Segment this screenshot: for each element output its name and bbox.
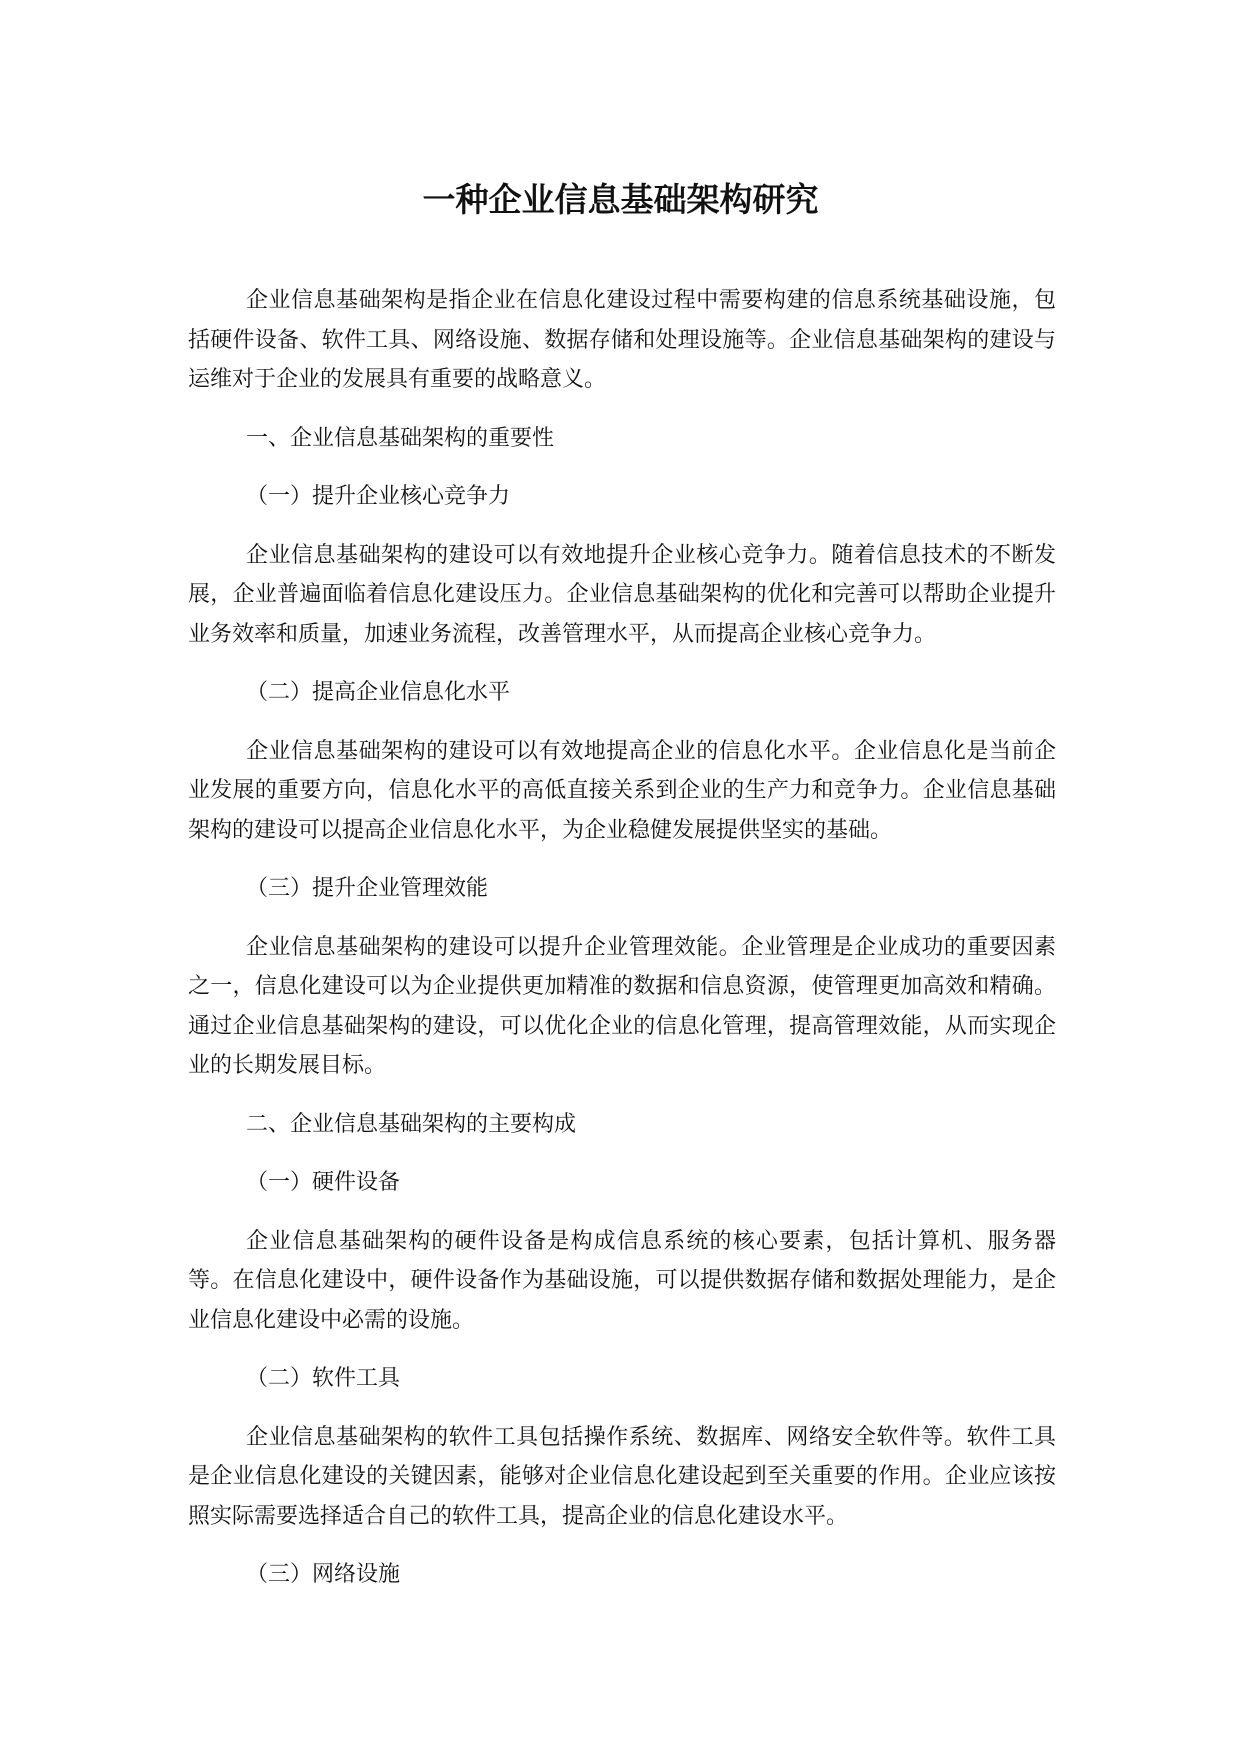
- paragraph-1-1: 企业信息基础架构的建设可以有效地提升企业核心竞争力。随着信息技术的不断发展，企业普遍面临着信息化建设压力。企业信息基础架构的优化和完善可以帮助企业提升业务效率和质量，加速业务流程，改善管理水平，从而提高企业核心竞争力。: [188, 542, 1056, 647]
- paragraph-1-3: 企业信息基础架构的建设可以提升企业管理效能。企业管理是企业成功的重要因素之一，信息化建设可以为企业提供更加精准的数据和信息资源，使管理更加高效和精确。通过企业信息基础架构的建设，可以优化企业的信息化管理，提高管理效能，从而实现企业的长期发展目标。: [188, 934, 1056, 1078]
- paragraph-2-2: 企业信息基础架构的软件工具包括操作系统、数据库、网络安全软件等。软件工具是企业信息化建设的关键因素，能够对企业信息化建设起到至关重要的作用。企业应该按照实际需要选择适合自己的软件工具，提高企业的信息化建设水平。: [188, 1424, 1056, 1529]
- section-heading-1: 一、企业信息基础架构的重要性: [246, 425, 555, 451]
- intro-paragraph: 企业信息基础架构是指企业在信息化建设过程中需要构建的信息系统基础设施，包括硬件设备、软件工具、网络设施、数据存储和处理设施等。企业信息基础架构的建设与运维对于企业的发展具有重要的战略意义。: [188, 288, 1056, 392]
- document-body: [188, 281, 1056, 1614]
- section-heading-2: 二、企业信息基础架构的主要构成: [246, 1111, 577, 1137]
- subsection-heading-1-3: （三）提升企业管理效能: [246, 876, 489, 901]
- paragraph-2-1: 企业信息基础架构的硬件设备是构成信息系统的核心要素，包括计算机、服务器等。在信息化建设中，硬件设备作为基础设施，可以提供数据存储和数据处理能力，是企业信息化建设中必需的设施。: [188, 1228, 1056, 1333]
- document-title: 一种企业信息基础架构研究: [422, 180, 819, 219]
- subsection-heading-1-1: （一）提升企业核心竞争力: [246, 484, 511, 509]
- subsection-heading-2-2: （二）软件工具: [246, 1366, 401, 1391]
- subsection-heading-2-1: （一）硬件设备: [246, 1170, 401, 1195]
- subsection-heading-1-2: （二）提高企业信息化水平: [246, 680, 511, 705]
- paragraph-1-2: 企业信息基础架构的建设可以有效地提高企业的信息化水平。企业信息化是当前企业发展的重要方向，信息化水平的高低直接关系到企业的生产力和竞争力。企业信息基础架构的建设可以提高企业信息化水平，为企业稳健发展提供坚实的基础。: [188, 738, 1056, 843]
- subsection-heading-2-3: （三）网络设施: [246, 1562, 401, 1587]
